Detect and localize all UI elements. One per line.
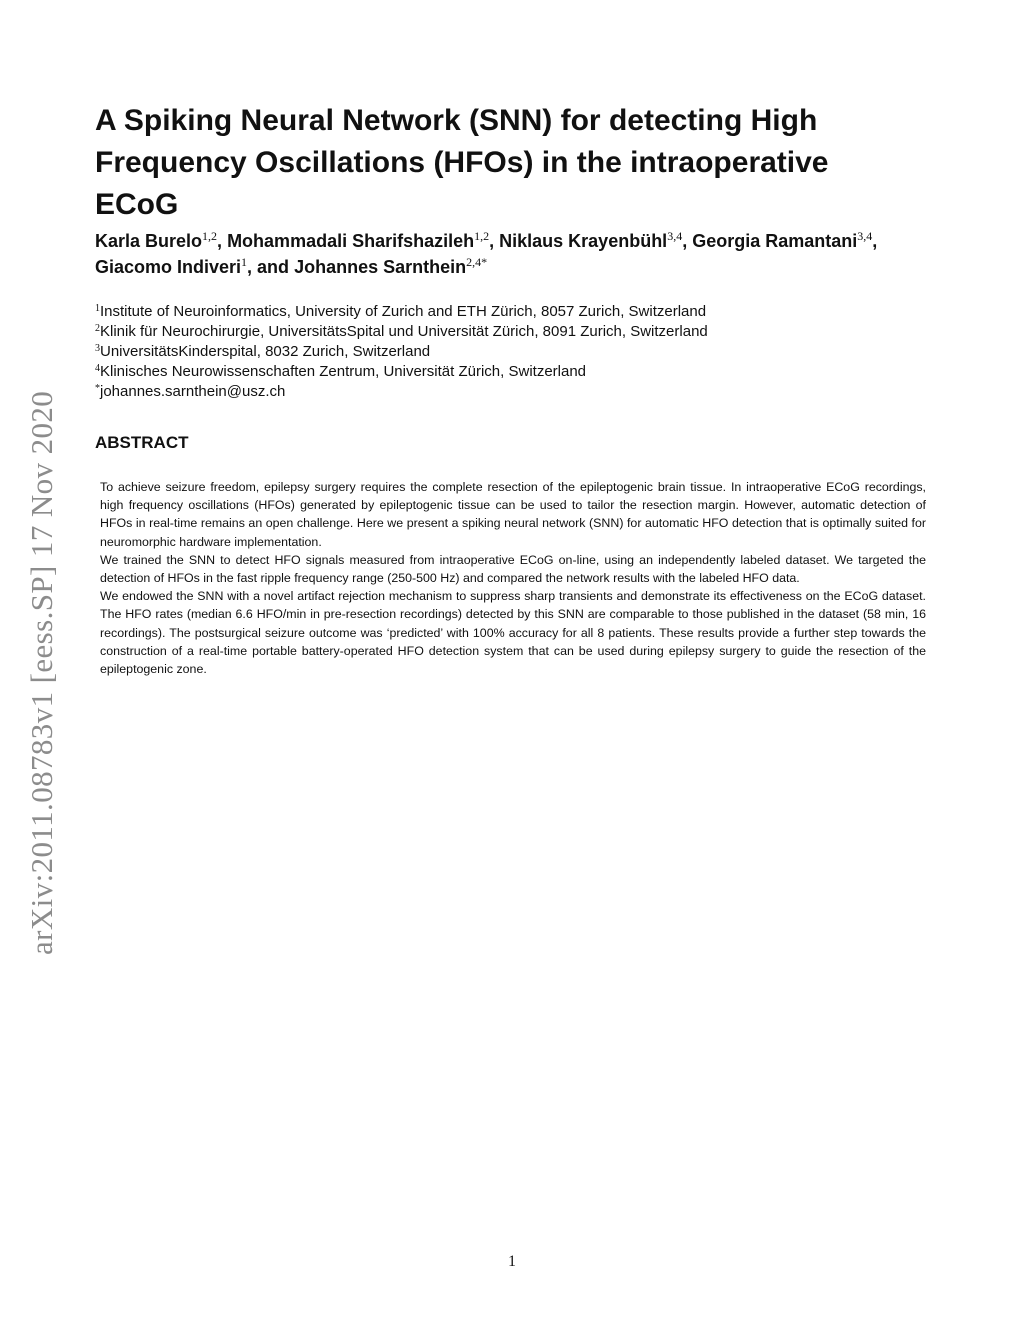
corresponding-email[interactable]: johannes.sarnthein@usz.ch [100,383,286,400]
affiliation-text: UniversitätsKinderspital, 8032 Zurich, Switzerland [100,343,431,360]
author-name: Georgia Ramantani [692,231,858,251]
author-name: Mohammadali Sharifshazileh [227,231,475,251]
affiliation-text: Klinisches Neurowissenschaften Zentrum, Universität Zürich, Switzerland [100,363,587,380]
abstract-paragraph: To achieve seizure freedom, epilepsy surgery requires the complete resection of the epileptogenic brain tissue. In intraoperative ECoG recordings, high frequency oscillations (HFOs) generated by epileptogenic tissue can be used to tailor the resection margin. However, automatic detection of HFOs in real-time remains an open challenge. Here we present a spiking neural network (SNN) for automatic HFO detection that is optimally suited for neuromorphic hardware implementation. [100,480,926,549]
author-separator: , [489,231,500,251]
affiliation-mark: 4 [95,363,100,374]
author-name: Giacomo Indiveri [95,257,242,277]
paper-title: A Spiking Neural Network (SNN) for detecting High Frequency Oscillations (HFOs) in the intraoperative ECoG [95,104,829,221]
author-affiliation-mark: 2,4* [466,255,488,269]
affiliation-mark: 1 [95,303,100,314]
affiliation-line [95,302,955,322]
affiliation-text: Institute of Neuroinformatics, University of Zurich and ETH Zürich, 8057 Zurich, Switzerland [100,303,707,320]
affiliation-line [95,382,955,402]
affiliation-line [95,362,955,382]
affiliation-mark: * [95,383,100,394]
affiliation-list [95,302,955,402]
affiliation-mark: 2 [95,323,100,334]
arxiv-identifier-stamp: arXiv:2011.08783v1 [eess.SP] 17 Nov 2020 [24,390,59,955]
abstract-paragraph: We trained the SNN to detect HFO signals measured from intraoperative ECoG on-line, using an independently labeled dataset. We targeted the detection of HFOs in the fast ripple frequency range (250-500 Hz) and compared the network results with the labeled HFO data. [100,552,926,586]
abstract-heading: ABSTRACT [95,433,189,452]
affiliation-mark: 3 [95,343,100,354]
author-separator: , [682,231,693,251]
author-separator: , [217,231,228,251]
author-name: Niklaus Krayenbühl [499,231,668,251]
author-name: Karla Burelo [95,231,203,251]
author-name: Johannes Sarnthein [294,257,467,277]
author-affiliation-mark: 3,4 [857,229,873,243]
abstract-paragraph: We endowed the SNN with a novel artifact rejection mechanism to suppress sharp transients and demonstrate its effectiveness on the ECoG dataset. The HFO rates (median 6.6 HFO/min in pre-resection recordings) detected by this SNN are comparable to those published in the dataset (58 min, 16 recordings). The postsurgical seizure outcome was ‘predicted’ with 100% accuracy for all 8 patients. These results provide a further step towards the construction of a real-time portable battery-operated HFO detection system that can be used during epilepsy surgery to guide the resection of the epileptogenic zone. [100,589,926,677]
affiliation-text: Klinik für Neurochirurgie, UniversitätsSpital und Universität Zürich, 8091 Zurich, Switzerland [100,323,708,340]
abstract-body [100,478,926,678]
author-affiliation-mark: 1,2 [202,229,218,243]
author-affiliation-mark: 1 [241,255,248,269]
affiliation-line [95,342,955,362]
affiliation-line [95,322,955,342]
author-list [95,228,935,280]
author-affiliation-mark: 3,4 [667,229,683,243]
author-separator: , [872,231,878,251]
author-separator: , and [247,257,295,277]
page-number: 1 [508,1253,516,1270]
author-affiliation-mark: 1,2 [474,229,490,243]
